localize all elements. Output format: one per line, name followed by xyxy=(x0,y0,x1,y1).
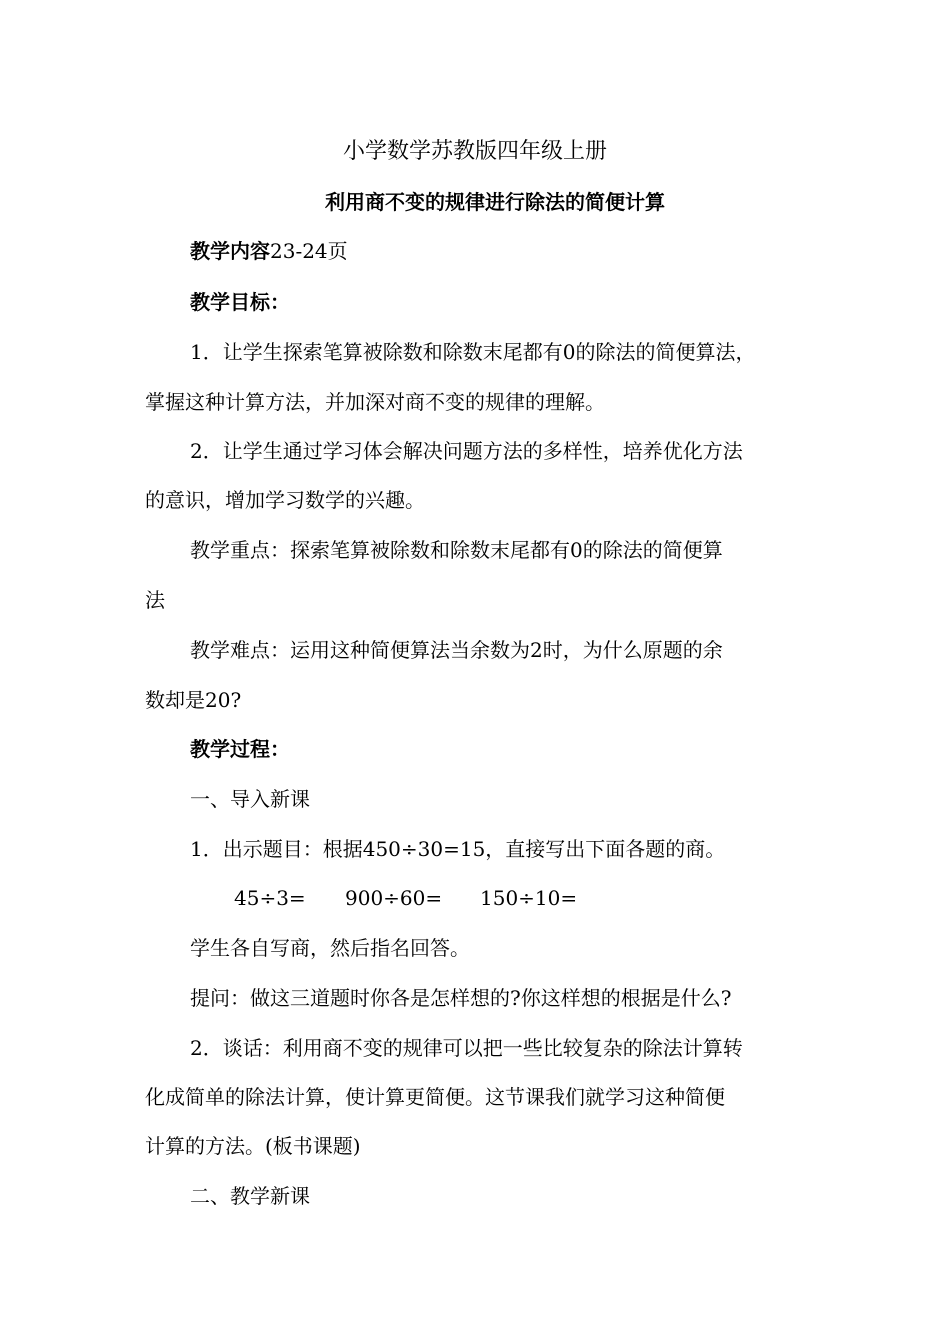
goal-2-line-1: 2．让学生通过学习体会解决问题方法的多样性，培养优化方法 xyxy=(190,439,743,463)
exercise-row xyxy=(234,885,577,911)
exercise-b: 900÷60= xyxy=(345,886,443,910)
goal-1-line-1: 1．让学生探索笔算被除数和除数末尾都有0的除法的简便算法， xyxy=(190,340,756,364)
teaching-difficulty-line-2: 数却是20? xyxy=(145,688,242,712)
teaching-content-label: 教学内容 xyxy=(190,239,270,263)
goals-heading: 教学目标： xyxy=(190,290,290,314)
lesson-subtitle: 利用商不变的规律进行除法的简便计算 xyxy=(325,190,665,214)
process-heading: 教学过程： xyxy=(190,737,290,761)
section-1-heading: 一、导入新课 xyxy=(190,787,310,811)
teacher-question: 提问：做这三道题时你各是怎样想的?你这样想的根据是什么? xyxy=(190,986,732,1010)
teaching-focus-line-2: 法 xyxy=(145,588,165,612)
step-2-line-1: 2．谈话：利用商不变的规律可以把一些比较复杂的除法计算转 xyxy=(190,1036,743,1060)
teaching-difficulty-line-1: 教学难点：运用这种简便算法当余数为2时，为什么原题的余 xyxy=(190,638,723,662)
step-2-line-3: 计算的方法。(板书课题) xyxy=(145,1134,361,1158)
exercise-c: 150÷10= xyxy=(480,886,578,910)
step-2-line-2: 化成简单的除法计算，使计算更简便。这节课我们就学习这种简便 xyxy=(145,1085,725,1109)
document-title: 小学数学苏教版四年级上册 xyxy=(342,139,607,164)
exercise-a: 45÷3= xyxy=(234,886,306,910)
goal-2-line-2: 的意识，增加学习数学的兴趣。 xyxy=(145,488,425,512)
teaching-content-pages: 23-24页 xyxy=(270,239,348,263)
teaching-content xyxy=(190,238,348,264)
section-2-heading: 二、教学新课 xyxy=(190,1184,310,1208)
teaching-focus-line-1: 教学重点：探索笔算被除数和除数末尾都有0的除法的简便算 xyxy=(190,538,723,562)
goal-1-line-2: 掌握这种计算方法，并加深对商不变的规律的理解。 xyxy=(145,390,605,414)
students-answer: 学生各自写商，然后指名回答。 xyxy=(190,936,470,960)
step-1: 1．出示题目：根据450÷30=15，直接写出下面各题的商。 xyxy=(190,837,726,861)
